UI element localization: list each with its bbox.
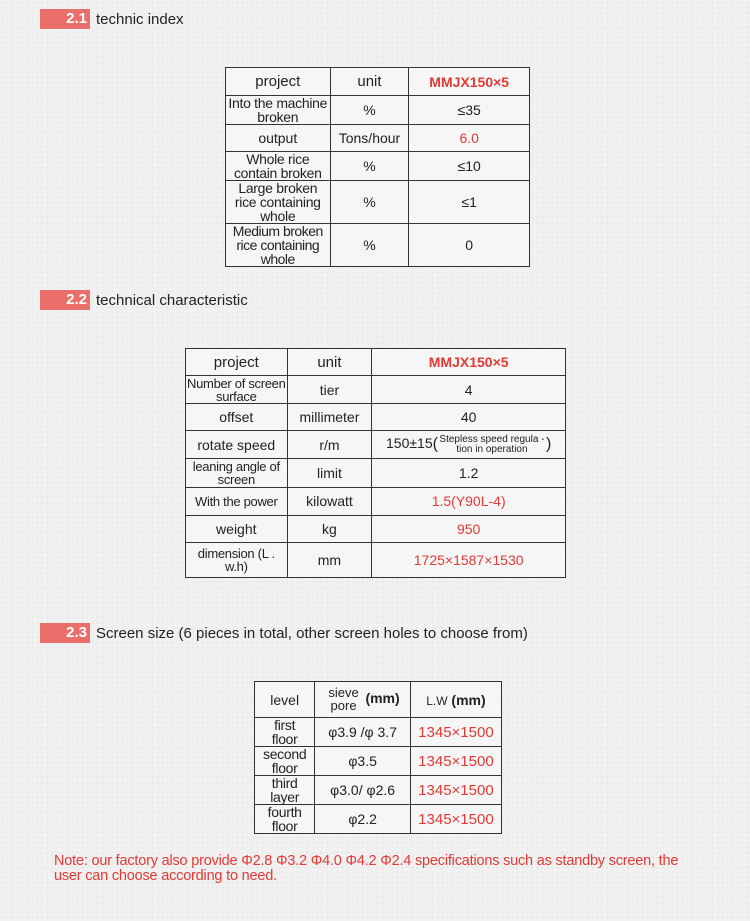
header-level: level [255, 682, 315, 718]
row-value: 6.0 [409, 125, 530, 152]
table-header-row [255, 682, 502, 718]
table-row [226, 96, 530, 125]
row-level: fourth floor [255, 805, 315, 834]
row-value: 4 [372, 376, 566, 404]
table-row [186, 459, 566, 487]
row-level: third layer [255, 776, 315, 805]
row-value: 40 [372, 404, 566, 431]
row-unit: mm [287, 542, 372, 577]
row-level: second floor [255, 747, 315, 776]
header-model: MMJX150×5 [372, 349, 566, 376]
row-size: 1345×1500 [410, 805, 501, 834]
row-item: offset [186, 404, 288, 431]
row-size: 1345×1500 [410, 776, 501, 805]
header-lw: L.W (mm) [410, 682, 501, 718]
row-sieve-pore: φ2.2 [315, 805, 411, 834]
row-size: 1345×1500 [410, 747, 501, 776]
table-row [226, 125, 530, 152]
table-row [255, 776, 502, 805]
row-item: rotate speed [186, 431, 288, 459]
header-project: project [186, 349, 288, 376]
section-heading-2-3 [40, 622, 528, 644]
table-row [226, 181, 530, 224]
row-unit: % [330, 152, 409, 181]
row-item: leaning angle of screen [186, 459, 288, 487]
table-header-row [186, 349, 566, 376]
row-value: ≤10 [409, 152, 530, 181]
row-unit: % [330, 181, 409, 224]
row-item: Into the machine broken [226, 96, 331, 125]
header-model: MMJX150×5 [409, 68, 530, 96]
row-unit: kg [287, 515, 372, 542]
table-row [186, 376, 566, 404]
table-header-row [226, 68, 530, 96]
table-row [226, 224, 530, 267]
row-item: Number of screen surface [187, 375, 286, 404]
row-value: 1.5(Y90L-4) [372, 487, 566, 515]
row-item: Medium broken rice containing whole [226, 224, 331, 267]
table-row [186, 515, 566, 542]
row-value: ≤35 [409, 96, 530, 125]
row-value: 150±15(Stepless speed regula -tion in operation ) [372, 431, 566, 459]
technical-characteristic-table [185, 348, 566, 578]
row-sieve-pore: φ3.9 /φ 3.7 [315, 718, 411, 747]
row-sieve-pore: φ3.0/ φ2.6 [315, 776, 411, 805]
row-value: ≤1 [409, 181, 530, 224]
footnote: Note: our factory also provide Φ2.8 Φ3.2 Φ4.0 Φ4.2 Φ2.4 specifications such as standby screen, the user can choose according to need. [54, 853, 679, 884]
section-title: technical characteristic [96, 291, 248, 309]
row-size: 1345×1500 [410, 718, 501, 747]
table-row [186, 542, 566, 577]
row-item: Whole rice contain broken [226, 152, 331, 181]
row-value: 950 [372, 515, 566, 542]
row-level: first floor [255, 718, 315, 747]
row-item: output [226, 125, 331, 152]
section-number-badge: 2.1 [40, 9, 90, 29]
section-number-badge: 2.3 [40, 623, 90, 643]
table-row [255, 747, 502, 776]
header-unit: unit [287, 349, 372, 376]
row-unit: kilowatt [287, 487, 372, 515]
screen-size-table [254, 681, 502, 834]
rotate-speed-note: Stepless speed regula -tion in operation [439, 434, 545, 455]
section-title: technic index [96, 10, 184, 28]
row-unit: % [330, 224, 409, 267]
row-item: weight [186, 515, 288, 542]
row-unit: r/m [287, 431, 372, 459]
technic-index-table [225, 67, 530, 267]
row-item: Large broken rice containing whole [226, 181, 331, 224]
section-heading-2-2 [40, 289, 248, 311]
row-unit: limit [287, 459, 372, 487]
row-value: 1.2 [372, 459, 566, 487]
header-sieve-pore: sieve pore (mm) [315, 682, 411, 718]
row-unit: millimeter [287, 404, 372, 431]
header-unit: unit [330, 68, 409, 96]
table-row [186, 431, 566, 459]
row-unit: tier [287, 376, 372, 404]
header-project: project [226, 68, 331, 96]
table-row [255, 805, 502, 834]
table-row [226, 152, 530, 181]
table-row [186, 487, 566, 515]
row-unit: % [330, 96, 409, 125]
row-item: dimension (L . w.h) [186, 542, 288, 577]
section-heading-2-1 [40, 8, 184, 30]
row-sieve-pore: φ3.5 [315, 747, 411, 776]
row-value: 1725×1587×1530 [372, 542, 566, 577]
row-unit: Tons/hour [330, 125, 409, 152]
row-item: With the power [186, 487, 288, 515]
table-row [186, 404, 566, 431]
table-row [255, 718, 502, 747]
section-number-badge: 2.2 [40, 290, 90, 310]
row-value: 0 [409, 224, 530, 267]
section-title: Screen size (6 pieces in total, other screen holes to choose from) [96, 624, 528, 642]
rotate-speed-value: 150±15 [386, 435, 433, 452]
